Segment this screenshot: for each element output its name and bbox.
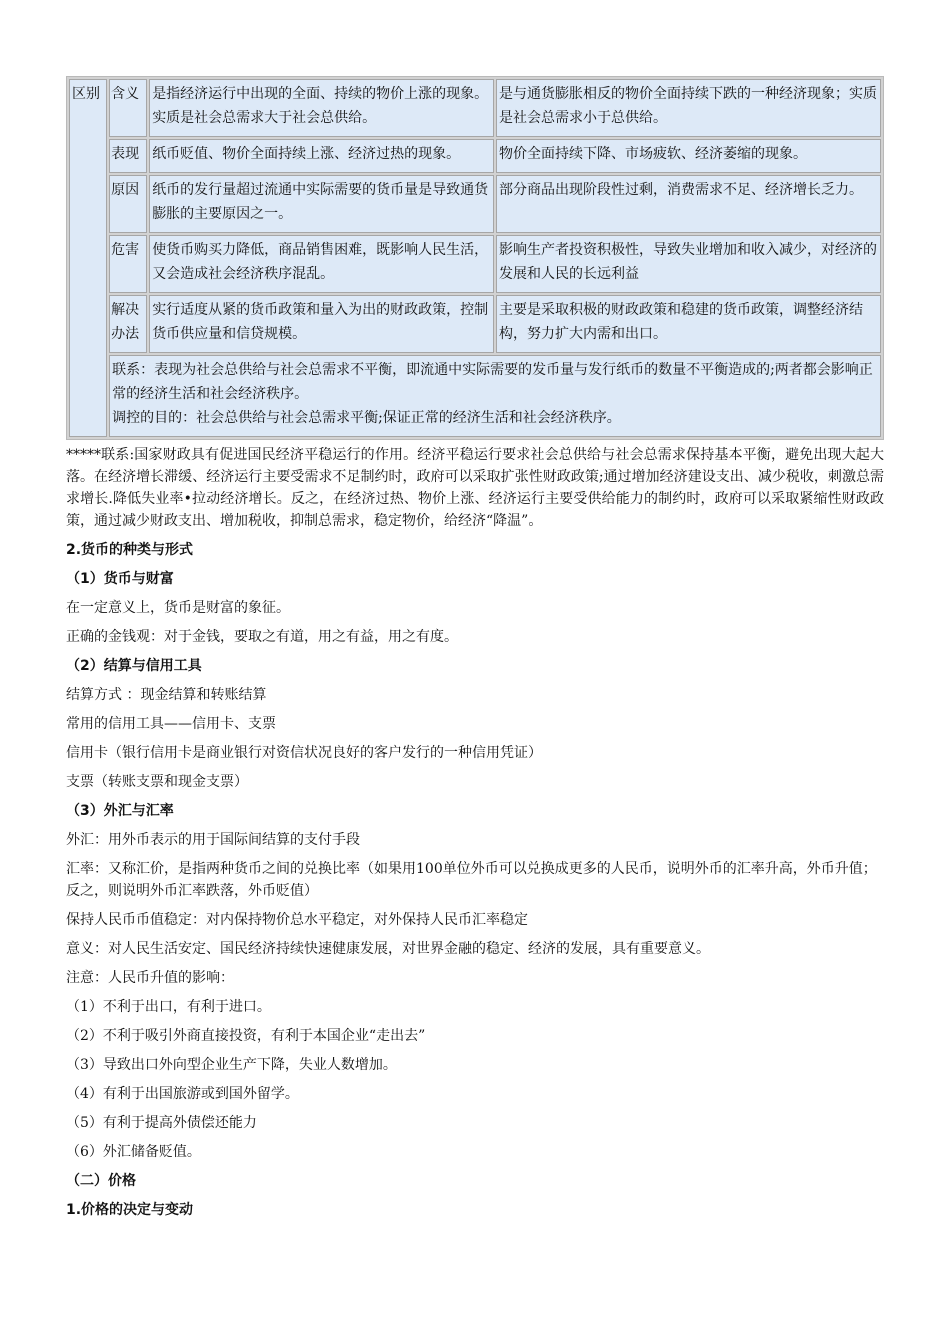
goal-text: 调控的目的：社会总供给与社会总需求平衡;保证正常的经济生活和社会经济秩序。 — [112, 410, 621, 426]
table-row — [69, 235, 881, 293]
list-item: （2）不利于吸引外商直接投资，有利于本国企业“走出去” — [66, 1028, 426, 1044]
inflation-cell: 是指经济运行中出现的全面、持续的物价上涨的现象。实质是社会总需求大于社会总供给。 — [149, 79, 494, 137]
subsection-title: （2）结算与信用工具 — [66, 658, 202, 674]
section-title: （二）价格 — [66, 1173, 136, 1189]
deflation-cell: 部分商品出现阶段性过剩，消费需求不足、经济增长乏力。 — [496, 175, 881, 233]
inflation-cell: 使货币购买力降低，商品销售困难，既影响人民生活，又会造成社会经济秩序混乱。 — [149, 235, 494, 293]
deflation-cell: 主要是采取积极的财政政策和稳建的货币政策，调整经济结构，努力扩大内需和出口。 — [496, 295, 881, 353]
table-row — [69, 295, 881, 353]
list-item: （3）导致出口外向型企业生产下降，失业人数增加。 — [66, 1057, 397, 1073]
table-row — [69, 139, 881, 173]
text-line: 意义：对人民生活安定、国民经济持续快速健康发展，对世界金融的稳定、经济的发展，具有重要意义。 — [66, 941, 710, 957]
comparison-table — [66, 76, 884, 440]
text-line: 外汇：用外币表示的用于国际间结算的支付手段 — [66, 832, 360, 848]
deflation-cell: 物价全面持续下降、市场疲软、经济萎缩的现象。 — [496, 139, 881, 173]
list-item: （4）有利于出国旅游或到国外留学。 — [66, 1086, 299, 1102]
row-label: 原因 — [109, 175, 147, 233]
group-label-cell: 区别 — [69, 79, 107, 437]
row-label: 含义 — [109, 79, 147, 137]
document-page — [66, 76, 884, 1221]
list-item: （6）外汇储备贬值。 — [66, 1144, 201, 1160]
text-line: 在一定意义上，货币是财富的象征。 — [66, 600, 290, 616]
text-line: 保持人民币币值稳定：对内保持物价总水平稳定，对外保持人民币汇率稳定 — [66, 912, 528, 928]
table-row — [69, 79, 881, 137]
row-label: 表现 — [109, 139, 147, 173]
section-title: 1.价格的决定与变动 — [66, 1202, 194, 1218]
inflation-cell: 纸币的发行量超过流通中实际需要的货币量是导致通货膨胀的主要原因之一。 — [149, 175, 494, 233]
deflation-cell: 是与通货膨胀相反的物价全面持续下跌的一种经济现象；实质是社会总需求小于总供给。 — [496, 79, 881, 137]
inflation-cell: 实行适度从紧的货币政策和量入为出的财政政策，控制货币供应量和信贷规模。 — [149, 295, 494, 353]
text-line: 正确的金钱观：对于金钱，要取之有道，用之有益，用之有度。 — [66, 629, 458, 645]
fiscal-policy-paragraph: *****联系:国家财政具有促进国民经济平稳运行的作用。经济平稳运行要求社会总供给与社会总需求保持基本平衡，避免出现大起大落。在经济增长滞缓、经济运行主要受需求不足制约时，政府可以采取扩张性财政政策;通过增加经济建设支出、减少税收，刺激总需求增长.降低失业率•拉动经济增长。反之，在经济过热、物价上涨、经济运行主要受供给能力的制约时，政府可以采取紧缩性财政政策，通过减少财政支出、增加税收，抑制总需求，稳定物价，给经济“降温”。 — [66, 447, 884, 529]
text-line: 支票（转账支票和现金支票） — [66, 774, 248, 790]
relation-cell — [109, 355, 881, 437]
text-line: 常用的信用工具——信用卡、支票 — [66, 716, 276, 732]
text-line: 注意：人民币升值的影响： — [66, 970, 234, 986]
text-line: 结算方式 ：现金结算和转账结算 — [66, 687, 267, 703]
subsection-title: （3）外汇与汇率 — [66, 803, 174, 819]
row-label: 解决办法 — [109, 295, 147, 353]
section-title: 2.货币的种类与形式 — [66, 542, 194, 558]
text-line: 信用卡（银行信用卡是商业银行对资信状况良好的客户发行的一种信用凭证） — [66, 745, 542, 761]
inflation-cell: 纸币贬值、物价全面持续上涨、经济过热的现象。 — [149, 139, 494, 173]
deflation-cell: 影响生产者投资积极性，导致失业增加和收入减少，对经济的发展和人民的长远利益 — [496, 235, 881, 293]
table-row — [69, 175, 881, 233]
table-row — [69, 355, 881, 437]
subsection-title: （1）货币与财富 — [66, 571, 174, 587]
row-label: 危害 — [109, 235, 147, 293]
list-item: （5）有利于提高外债偿还能力 — [66, 1115, 257, 1131]
list-item: （1）不利于出口，有利于进口。 — [66, 999, 271, 1015]
text-line: 汇率：又称汇价，是指两种货币之间的兑换比率（如果用100单位外币可以兑换成更多的人民币，说明外币的汇率升高，外币升值；反之，则说明外币汇率跌落，外币贬值） — [66, 861, 877, 899]
relation-text: 联系：表现为社会总供给与社会总需求不平衡，即流通中实际需要的发币量与发行纸币的数量不平衡造成的;两者都会影响正常的经济生活和社会经济秩序。 — [112, 362, 873, 402]
